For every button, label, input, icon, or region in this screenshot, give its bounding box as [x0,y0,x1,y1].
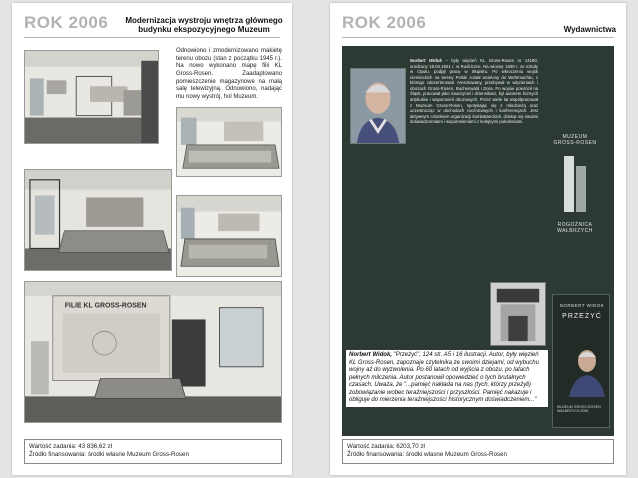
page-heading: Wydawnictwa [563,25,616,34]
cover-publisher: MUZEUM GROSS-ROSEN WAŁBRZYCH 2006 [557,405,601,414]
cover-title: PRZEŻYĆ [562,313,602,320]
museum-name [542,134,608,146]
book-author: Norbert Widok, [349,352,392,358]
author-name: Norbert Widok [410,58,442,63]
task-value: Wartość zadania: 6203,70 zł [347,443,425,450]
footer-box [24,439,282,464]
biography-text: – były więzień KL Gross-Rosen nr 14190, urodzony 18.04.1921 r. w Rudziczce. Na wiosnę 1939 r. ze szkoły w Opolu, podjął pracę w Słupsku. Po wkroczeniu wojsk niemieckich na tereny Polski został wcielony do Wehrmachtu, z którego zdezerterował. Aresztowany, przebywał w więzieniach i obozach Gross-Rosen, Buchenwald i Dora. Po wojnie powrócił na Śląsk, pracował jako nauczyciel i dziennikarz, był autorem licznych artykułów i wspomnień obozowych. Przez wiele lat współpracował z Muzeum Gross-Rosen, spotykając się z młodzieżą oraz uczestnicząc w obchodach rocznicowych i konferencjach. Jest aktywnym członkiem organizacji kombatanckich, dzieląc się swoimi doświadczeniami i wspomnieniami z kolejnymi pokoleniami. [410,58,538,125]
camp-gate-photo [490,282,546,346]
photo-sign-text: FILIE KL GROSS-ROSEN [64,302,147,310]
page-year: ROK 2006 [24,13,109,32]
museum-line-2: GROSS-ROSEN [553,140,597,146]
museum-logo-block [542,134,608,252]
funding-source: Źródło finansowania: środki własne Muzeum Gross-Rosen [29,451,189,459]
right-page [330,3,626,475]
museum-line-1: MUZEUM [562,134,588,140]
footer-box [342,439,614,464]
funding-source: Źródło finansowania: środki własne Muzeum Gross-Rosen [347,451,507,459]
photo-display-room [24,169,172,271]
museum-logo-icon [562,154,588,214]
header-rule [342,37,614,38]
page-body: Odnowiono i zmodernizowano makietę terenu obozu (stan z początku 1945 r.). Na nowo wykonano mapę filii KL Gross-Rosen. Zaadaptowano pomieszczenie magazynowe na małą salę telewizyjną. Odnowiono, nadając mu nowy wystrój, hol Muzeum. [176,48,282,101]
book-cover [552,294,610,428]
cover-portrait [565,345,605,397]
museum-location [542,222,608,234]
location-line-1: ROGOŹNICA [557,222,593,228]
header-rule [24,37,280,38]
photo-map-hall [24,281,282,423]
location-line-2: WAŁBRZYCH [557,228,593,234]
book-summary: "Przeżyć", 124 str. A5 i 16 ilustracji. Autor, były więzień KL Gross-Rosen, zapoznaje czytelnika ze swoimi dziejami, od wybuchu wojny aż do wyzwolenia. Po 60 latach od wyjścia z obozu, po latach pełnych milczenia. Autor postanowił opowiedzieć o tych brutalnych czasach. Uważa, że "...pamięć nakłada na nas (tych, którzy przeżyli) zobowiązanie wobec teraźniejszości i przyszłości. Pamięć nakazuje i obliguje do mierzenia teraźniejszości historycznym doświadczeniem..." [349,352,539,403]
author-biography [410,58,538,320]
page-year: ROK 2006 [342,13,427,32]
photo-camp-model [176,107,282,177]
page-heading: Modernizacja wystroju wnętrza głównego budynku ekspozycyjnego Muzeum [125,16,283,35]
book-description [346,350,548,407]
author-portrait [350,68,406,144]
cover-author: NORBERT WIDOK [559,303,605,308]
left-page [12,3,292,475]
publication-panel [342,46,614,436]
photo-exhibition-hall [24,50,159,144]
task-value: Wartość zadania: 43 836,62 zł [29,443,113,450]
photo-model-table [176,195,282,277]
